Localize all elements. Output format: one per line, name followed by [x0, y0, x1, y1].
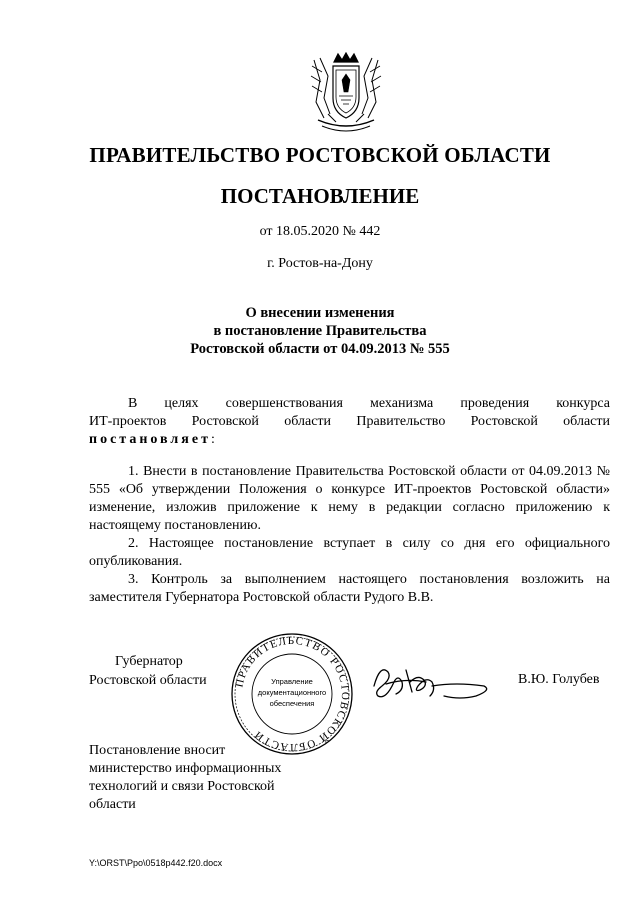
- document-subject: [0, 304, 640, 358]
- document-type: ПОСТАНОВЛЕНИЕ: [220, 184, 420, 208]
- decree-item: 2. Настоящее постановление вступает в силу со дня его официального опубликования.: [89, 536, 610, 569]
- decree-items: [89, 463, 610, 607]
- coat-of-arms-icon: [306, 52, 386, 138]
- preamble-line: ИТ-проектов Ростовской области Правительство Ростовской области: [89, 414, 610, 429]
- submitted-line: технологий и связи Ростовской: [89, 779, 275, 794]
- signatory-title: [89, 652, 207, 690]
- signatory-name: В.Ю. Голубев: [518, 672, 600, 687]
- document-place: г. Ростов-на-Дону: [267, 256, 373, 271]
- official-seal: [230, 632, 354, 756]
- decree-word: постановляет: [89, 432, 211, 447]
- submitted-by: [89, 742, 319, 814]
- decree-colon: :: [210, 432, 215, 447]
- preamble-line: В целях совершенствования механизма проведения конкурса: [128, 396, 610, 411]
- submitted-line: министерство информационных: [89, 761, 282, 776]
- seal-inner-line: документационного: [257, 688, 327, 697]
- seal-outer-text: ПРАВИТЕЛЬСТВО РОСТОВСКОЙ ОБЛАСТИ: [233, 634, 352, 754]
- file-path: Y:\ORST\Ppo\0518p442.f20.docx: [89, 858, 223, 868]
- subject-line: в постановление Правительства: [213, 323, 427, 339]
- decree-line: [89, 431, 610, 449]
- signatory-title-line: Губернатор: [115, 654, 183, 669]
- seal-inner-line: Управление: [271, 677, 313, 686]
- seal-inner-line: обеспечения: [269, 699, 315, 708]
- submitted-line: Постановление вносит: [89, 743, 226, 758]
- submitted-line: области: [89, 797, 136, 812]
- decree-item: 3. Контроль за выполнением настоящего постановления возложить на заместителя Губернатора Ростовской области Рудого В.В.: [89, 572, 610, 605]
- government-name: ПРАВИТЕЛЬСТВО РОСТОВСКОЙ ОБЛАСТИ: [89, 143, 551, 167]
- decree-item: 1. Внести в постановление Правительства Ростовской области от 04.09.2013 № 555 «Об утверждении Положения о конкурсе ИТ-проектов Ростовской области» изменение, изложив приложение к нему в редакции согласно приложению к настоящему постановлению.: [89, 464, 610, 533]
- signatory-title-line: Ростовской области: [89, 673, 207, 688]
- subject-line: Ростовской области от 04.09.2013 № 555: [190, 341, 450, 357]
- handwritten-signature: [366, 656, 496, 706]
- document-date-number: от 18.05.2020 № 442: [259, 224, 381, 239]
- preamble: [89, 395, 610, 449]
- subject-line: О внесении изменения: [245, 305, 395, 321]
